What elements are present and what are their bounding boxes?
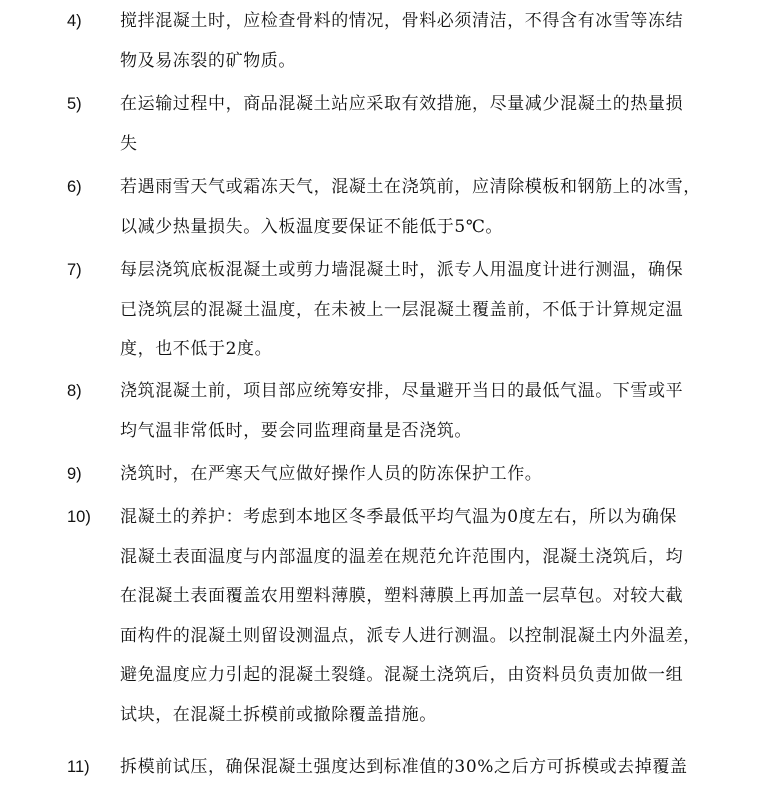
item-text-line: 拆模前试压，确保混凝土强度达到标准值的30%之后方可拆模或去掉覆盖 — [120, 757, 688, 777]
item-text-line: 以减少热量损失。入板温度要保证不能低于5℃。 — [120, 217, 504, 237]
item-number: 7) — [67, 261, 82, 279]
item-number: 10) — [67, 508, 91, 526]
item-text-line: 混凝土的养护：考虑到本地区冬季最低平均气温为0度左右，所以为确保 — [120, 507, 678, 527]
item-number: 9) — [67, 465, 82, 483]
item-text-line: 均气温非常低时，要会同监理商量是否浇筑。 — [120, 421, 472, 441]
item-text-line: 每层浇筑底板混凝土或剪力墙混凝土时，派专人用温度计进行测温，确保 — [120, 260, 684, 280]
item-text-line: 浇筑时，在严寒天气应做好操作人员的防冻保护工作。 — [120, 464, 543, 484]
item-text-line: 物及易冻裂的矿物质。 — [120, 51, 296, 71]
item-number: 11) — [67, 758, 90, 776]
item-text-line: 失 — [120, 134, 138, 154]
item-text-line: 在运输过程中，商品混凝土站应采取有效措施，尽量减少混凝土的热量损 — [120, 94, 684, 114]
item-number: 5) — [67, 95, 82, 113]
item-text-line: 浇筑混凝土前，项目部应统筹安排，尽量避开当日的最低气温。下雪或平 — [120, 381, 684, 401]
item-number: 8) — [67, 382, 82, 400]
item-text-line: 混凝土表面温度与内部温度的温差在规范允许范围内，混凝土浇筑后，均 — [120, 547, 684, 567]
item-text-line: 搅拌混凝土时，应检查骨料的情况，骨料必须清洁，不得含有冰雪等冻结 — [120, 11, 684, 31]
item-number: 4) — [67, 12, 82, 30]
item-text-line: 已浇筑层的混凝土温度，在未被上一层混凝土覆盖前，不低于计算规定温 — [120, 300, 684, 320]
item-text-line: 面构件的混凝土则留设测温点，派专人进行测温。以控制混凝土内外温差， — [120, 626, 701, 646]
item-number: 6) — [67, 178, 82, 196]
item-text-line: 在混凝土表面覆盖农用塑料薄膜，塑料薄膜上再加盖一层草包。对较大截 — [120, 586, 684, 606]
item-text-line: 避免温度应力引起的混凝土裂缝。混凝土浇筑后，由资料员负责加做一组 — [120, 665, 684, 685]
item-text-line: 度，也不低于2度。 — [120, 339, 273, 359]
item-text-line: 试块，在混凝土拆模前或撤除覆盖措施。 — [120, 705, 437, 725]
item-text-line: 若遇雨雪天气或霜冻天气，混凝土在浇筑前，应清除模板和钢筋上的冰雪， — [120, 177, 701, 197]
